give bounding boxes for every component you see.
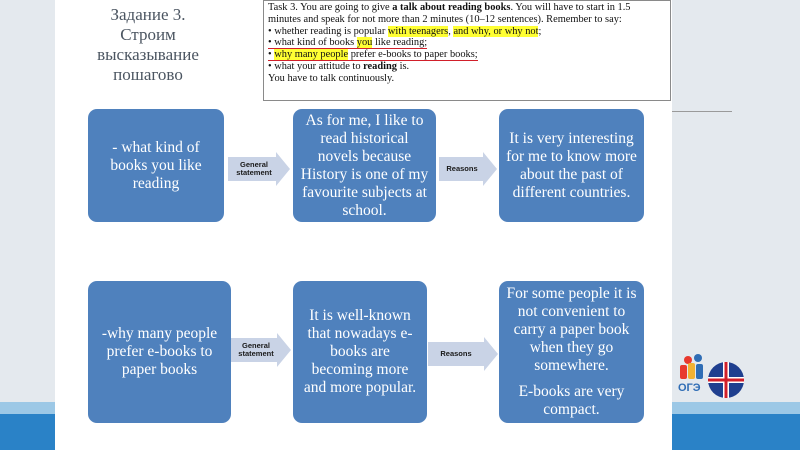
task-bullet-3-mark: • — [268, 49, 275, 61]
task-intro-text: Task 3. You are going to give — [268, 2, 393, 13]
row2-reasons-arrow — [428, 337, 498, 371]
task-bullet-1-end: ; — [538, 25, 542, 37]
row2-statement-text: It is well-known that nowadays e-books are becoming more and more popular. — [303, 307, 417, 396]
oge-emblem-icon — [674, 352, 746, 402]
task-bullet-1-highlight-2: and why, or why not — [453, 25, 539, 37]
oge-logo-text: ОГЭ — [678, 382, 701, 394]
task-intro-line2: minutes and speak for not more than 2 minutes (10–12 sentences). Remember to say: — [268, 13, 622, 25]
row2-general-statement-arrow — [231, 333, 291, 367]
task-bullet-1-sep: , — [448, 25, 454, 37]
task-bullet-3-tail: prefer e-books to paper books; — [348, 49, 478, 61]
task-bullet-1-highlight-1: with teenagers — [387, 25, 449, 37]
row1-reason-text: It is very interesting for me to know more about the past of different countries. — [506, 129, 637, 201]
task-bullet-2 — [268, 37, 666, 49]
row2-arrow-label-2: Reasons — [440, 348, 472, 358]
row1-reason-box — [499, 109, 644, 222]
task-closing: You have to talk continuously. — [268, 72, 395, 84]
row1-general-statement-arrow — [228, 152, 290, 186]
task-intro-bold: a talk about reading books — [392, 2, 511, 13]
row2-reason-text-1: For some people it is not convenient to carry a paper book when they go somewhere. — [506, 285, 637, 374]
task-card — [263, 0, 671, 101]
row1-statement-box — [293, 109, 436, 222]
task-bullet-1 — [268, 26, 666, 38]
task-bullet-1-text: • whether reading is popular — [268, 25, 388, 37]
task-bullet-4-bold: reading — [363, 60, 397, 72]
row1-statement-text: As for me, I like to read historical novels because History is one of my favourite subjects at school. — [300, 111, 429, 219]
task-intro-line — [268, 2, 666, 14]
task-bullet-3-highlight: why many people — [274, 49, 349, 61]
row2-reason-box — [499, 281, 644, 423]
row1-topic-text: - what kind of books you like reading — [110, 138, 202, 192]
divider-line — [672, 111, 732, 112]
task-bullet-2-highlight: you — [356, 37, 373, 49]
task-bullet-4-text: • what your attitude to — [268, 60, 364, 72]
row2-topic-text: -why many people prefer e-books to paper books — [101, 325, 218, 378]
task-bullet-2-tail: like reading; — [372, 37, 428, 49]
row2-arrow-label-1: General statement — [238, 340, 274, 358]
row2-reason-text-2: E-books are very compact. — [518, 383, 625, 418]
slide-title: Задание 3. Строим высказывание пошагово — [97, 5, 199, 84]
row1-topic-box — [88, 109, 224, 222]
row1-reasons-arrow — [439, 152, 497, 186]
row2-topic-box — [88, 281, 231, 423]
task-bullet-2-text: • what kind of books — [268, 37, 357, 49]
row1-arrow-label-1: General statement — [236, 159, 272, 177]
row1-arrow-label-2: Reasons — [446, 163, 478, 173]
oge-logo — [674, 352, 746, 402]
left-background-edge — [0, 0, 55, 450]
task-bullet-4 — [268, 61, 666, 73]
row2-statement-box — [293, 281, 427, 423]
task-intro-tail: . You will have to start in 1.5 — [510, 2, 631, 13]
task-bullet-4-tail: is. — [397, 60, 410, 72]
task-bullet-3 — [268, 49, 666, 61]
